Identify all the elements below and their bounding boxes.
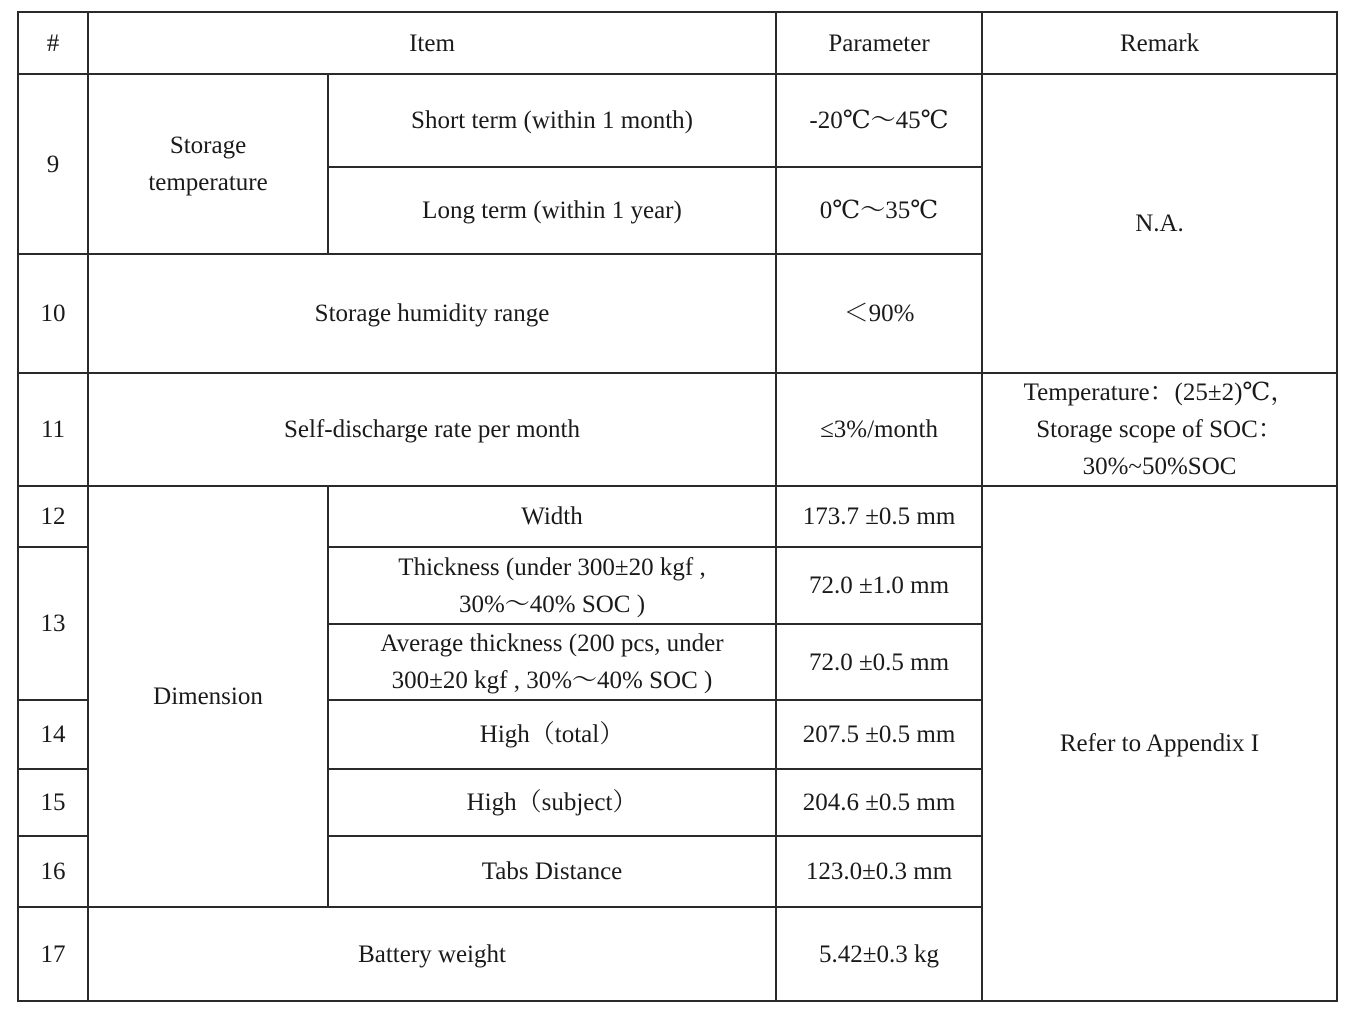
parameter-high-total: 207.5 ±0.5 mm bbox=[776, 700, 982, 769]
row-number: 16 bbox=[18, 836, 88, 907]
parameter-average-thickness: 72.0 ±0.5 mm bbox=[776, 624, 982, 700]
row-number: 11 bbox=[18, 373, 88, 486]
item-long-term: Long term (within 1 year) bbox=[328, 167, 776, 254]
header-item: Item bbox=[88, 12, 776, 74]
parameter-width: 173.7 ±0.5 mm bbox=[776, 486, 982, 547]
item-self-discharge: Self-discharge rate per month bbox=[88, 373, 776, 486]
item-tabs-distance: Tabs Distance bbox=[328, 836, 776, 907]
parameter-storage-humidity: ＜90% bbox=[776, 254, 982, 373]
item-line: 30%～40% SOC ) bbox=[458, 590, 646, 618]
row-number: 14 bbox=[18, 700, 88, 769]
remark-appendix: Refer to Appendix I bbox=[982, 486, 1337, 1001]
item-group-storage-temperature: Storage temperature bbox=[88, 74, 328, 254]
item-thickness bbox=[328, 547, 776, 624]
header-parameter: Parameter bbox=[776, 12, 982, 74]
parameter-self-discharge: ≤3%/month bbox=[776, 373, 982, 486]
item-short-term: Short term (within 1 month) bbox=[328, 74, 776, 167]
item-average-thickness bbox=[328, 624, 776, 700]
spec-table-container bbox=[17, 11, 1338, 1002]
row-number: 15 bbox=[18, 769, 88, 836]
table-row bbox=[18, 74, 1337, 167]
remark-line: 30%~50%SOC bbox=[1082, 453, 1237, 480]
row-number: 10 bbox=[18, 254, 88, 373]
table-row bbox=[18, 373, 1337, 486]
parameter-battery-weight: 5.42±0.3 kg bbox=[776, 907, 982, 1001]
remark-self-discharge bbox=[982, 373, 1337, 486]
item-line: 300±20 kgf , 30%～40% SOC ) bbox=[391, 667, 713, 694]
table-header-row bbox=[18, 12, 1337, 74]
battery-spec-table bbox=[17, 11, 1338, 1002]
row-number: 12 bbox=[18, 486, 88, 547]
item-line: Thickness (under 300±20 kgf , bbox=[398, 553, 706, 581]
item-line: Average thickness (200 pcs, under bbox=[380, 630, 724, 657]
header-remark: Remark bbox=[982, 12, 1337, 74]
row-number: 17 bbox=[18, 907, 88, 1001]
header-num: # bbox=[18, 12, 88, 74]
row-number: 13 bbox=[18, 547, 88, 700]
item-group-dimension: Dimension bbox=[88, 486, 328, 907]
item-battery-weight: Battery weight bbox=[88, 907, 776, 1001]
remark-line: Storage scope of SOC： bbox=[1036, 416, 1283, 443]
remark-na: N.A. bbox=[982, 74, 1337, 373]
item-width: Width bbox=[328, 486, 776, 547]
item-storage-humidity: Storage humidity range bbox=[88, 254, 776, 373]
parameter-tabs-distance: 123.0±0.3 mm bbox=[776, 836, 982, 907]
item-high-total: High（total） bbox=[328, 700, 776, 769]
row-number: 9 bbox=[18, 74, 88, 254]
parameter-long-term: 0℃～35℃ bbox=[776, 167, 982, 254]
parameter-short-term: -20℃～45℃ bbox=[776, 74, 982, 167]
remark-line: Temperature：(25±2)℃， bbox=[1023, 379, 1296, 406]
parameter-thickness: 72.0 ±1.0 mm bbox=[776, 547, 982, 624]
parameter-high-subject: 204.6 ±0.5 mm bbox=[776, 769, 982, 836]
table-row bbox=[18, 486, 1337, 547]
item-high-subject: High（subject） bbox=[328, 769, 776, 836]
